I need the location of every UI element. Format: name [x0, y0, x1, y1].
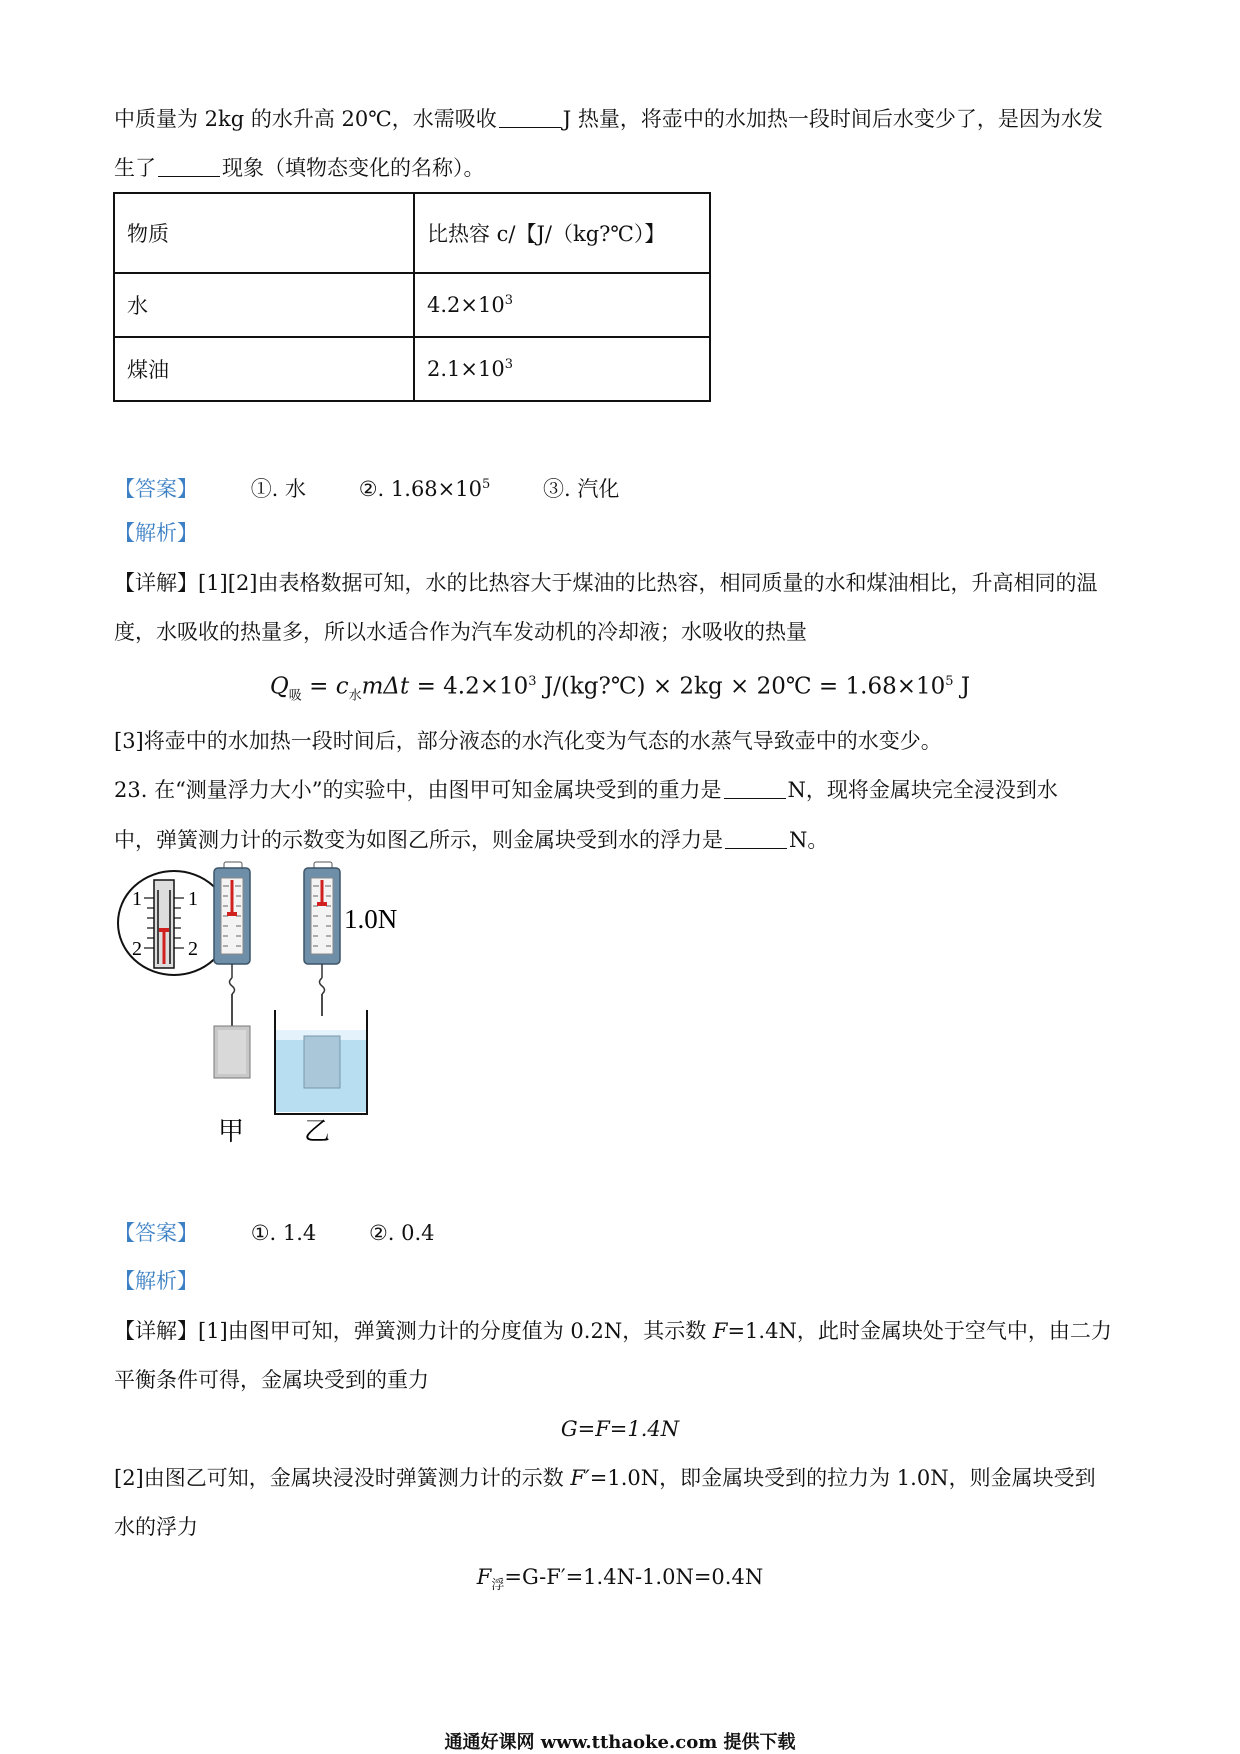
- answer-2: ②. 0.4: [368, 1221, 435, 1245]
- q23-answer-line: [114, 1218, 435, 1248]
- table-cell: 水: [114, 273, 414, 337]
- analysis-label: 【解析】: [114, 521, 198, 545]
- answer-1: ①. 水: [250, 477, 307, 501]
- q22-line2-text: 生了: [114, 156, 156, 180]
- table-header-cell: 物质: [114, 193, 414, 273]
- detail-label: 【详解】: [114, 1319, 198, 1343]
- q22-formula: $Q_吸 = c_水m\Delta t = 4.2\times 10^3$ J/(kg?℃) × 2kg × 20℃ = $1.68\times 10^5$ J: [269, 673, 971, 704]
- detail-var: F′: [570, 1466, 590, 1490]
- formula-mdt: mΔt: [361, 673, 410, 700]
- formula-c: c: [335, 673, 349, 700]
- q22-detail-line2: 度，水吸收的热量多，所以水适合作为汽车发动机的冷却液；水吸收的热量: [114, 620, 807, 644]
- spring-scale-figure: [114, 860, 454, 1160]
- formula-q: Q: [269, 673, 289, 700]
- q22-line1-text: 中质量为 2kg 的水升高 20℃，水需吸收: [114, 107, 497, 131]
- table-row: [114, 273, 710, 337]
- specific-heat-table: [113, 192, 711, 402]
- answer-2-exp: 5: [482, 477, 491, 492]
- table-cell: [414, 337, 710, 401]
- formula-part: J: [953, 673, 971, 700]
- answer-label: 【答案】: [114, 1221, 198, 1245]
- eq2-rest: =G-F′=1.4N-1.0N=0.4N: [504, 1565, 764, 1589]
- figure-label-jia: 甲: [218, 1117, 245, 1147]
- formula-exp: 5: [945, 674, 954, 689]
- formula-q-sub: 吸: [288, 688, 302, 704]
- formula-part: J/(kg?℃) × 2kg × 20℃ = 1.68×10: [536, 673, 946, 700]
- table-cell: 煤油: [114, 337, 414, 401]
- detail-text: [1][2]由表格数据可知，水的比热容大于煤油的比热容，相同质量的水和煤油相比，升高相同的温: [198, 571, 1098, 595]
- analysis-label: 【解析】: [114, 1269, 198, 1293]
- table-value-exp: 3: [504, 293, 513, 308]
- zoom-tick-label: 2: [188, 938, 198, 960]
- table-value-exp: 3: [504, 357, 513, 372]
- q22-line1-text-b: J 热量，将壶中的水加热一段时间后水变少了，是因为水发: [562, 107, 1103, 131]
- q23-equation-1: [0, 1414, 1240, 1444]
- formula-exp: 3: [528, 674, 537, 689]
- detail-var: F: [712, 1319, 728, 1343]
- q22-line2: [114, 153, 485, 183]
- table-value: 4.2×10: [427, 293, 505, 317]
- detail-text: [2]由图乙可知，金属块浸没时弹簧测力计的示数: [114, 1466, 571, 1490]
- figure-label-yi: 乙: [304, 1117, 331, 1147]
- q23-equation-2: [0, 1562, 1240, 1601]
- table-header-row: [114, 193, 710, 273]
- answer-blank: [499, 107, 561, 128]
- answer-3: ③. 汽化: [542, 477, 620, 501]
- q23-text: 23. 在“测量浮力大小”的实验中，由图甲可知金属块受到的重力是: [114, 778, 722, 802]
- q23-line2: [114, 825, 828, 855]
- zoom-tick-label: 1: [132, 888, 142, 910]
- answer-blank: [725, 828, 787, 849]
- formula-c-sub: 水: [348, 688, 362, 704]
- answer-label: 【答案】: [114, 477, 198, 501]
- q23-text: 中，弹簧测力计的示数变为如图乙所示，则金属块受到水的浮力是: [114, 828, 723, 852]
- table-header-cell: 比热容 c/【J/（kg?℃）】: [414, 193, 710, 273]
- formula-part: = 4.2×10: [409, 673, 529, 700]
- equation-text: G=F=1.4N: [560, 1417, 680, 1441]
- eq2-sub: 浮: [491, 1578, 505, 1594]
- answer-2: ②. 1.68×10: [358, 477, 482, 501]
- q23-text-b: N，现将金属块完全浸没到水: [787, 778, 1058, 802]
- answer-blank: [724, 778, 786, 799]
- table-cell: [414, 273, 710, 337]
- q22-line2-text-b: 现象（填物态变化的名称）。: [222, 156, 485, 180]
- spring-scale-b: [275, 862, 397, 1147]
- page-footer: 通通好课网 www.tthaoke.com 提供下载: [444, 1732, 796, 1753]
- detail-text: =1.4N，此时金属块处于空气中，由二力: [727, 1319, 1112, 1343]
- q23-detail-line3: [114, 1463, 1096, 1493]
- detail-text: [1]由图甲可知，弹簧测力计的分度值为 0.2N，其示数: [198, 1319, 713, 1343]
- q22-line1: [114, 104, 1103, 134]
- q23-detail-line4: 水的浮力: [114, 1515, 198, 1539]
- detail-label: 【详解】: [114, 571, 198, 595]
- table-value: 2.1×10: [427, 357, 505, 381]
- zoom-tick-label: 1: [188, 888, 198, 910]
- q22-answer-line: [114, 470, 619, 504]
- eq2-f: F: [476, 1565, 492, 1589]
- answer-1: ①. 1.4: [250, 1221, 317, 1245]
- q23-line1: [114, 775, 1058, 805]
- q23-text-b: N。: [789, 828, 829, 852]
- table-row: [114, 337, 710, 401]
- zoom-tick-label: 2: [132, 938, 142, 960]
- spring-scale-a: [214, 862, 250, 1147]
- scale-b-reading: 1.0N: [344, 904, 398, 934]
- q22-detail-line3: [3]将壶中的水加热一段时间后，部分液态的水汽化变为气态的水蒸气导致壶中的水变少。: [114, 729, 942, 753]
- q23-detail-line2: 平衡条件可得，金属块受到的重力: [114, 1368, 429, 1392]
- q23-detail-line1: [114, 1316, 1112, 1346]
- answer-blank: [158, 156, 220, 177]
- detail-text: =1.0N，即金属块受到的拉力为 1.0N，则金属块受到: [589, 1466, 1096, 1490]
- q22-detail-line1: [114, 568, 1098, 598]
